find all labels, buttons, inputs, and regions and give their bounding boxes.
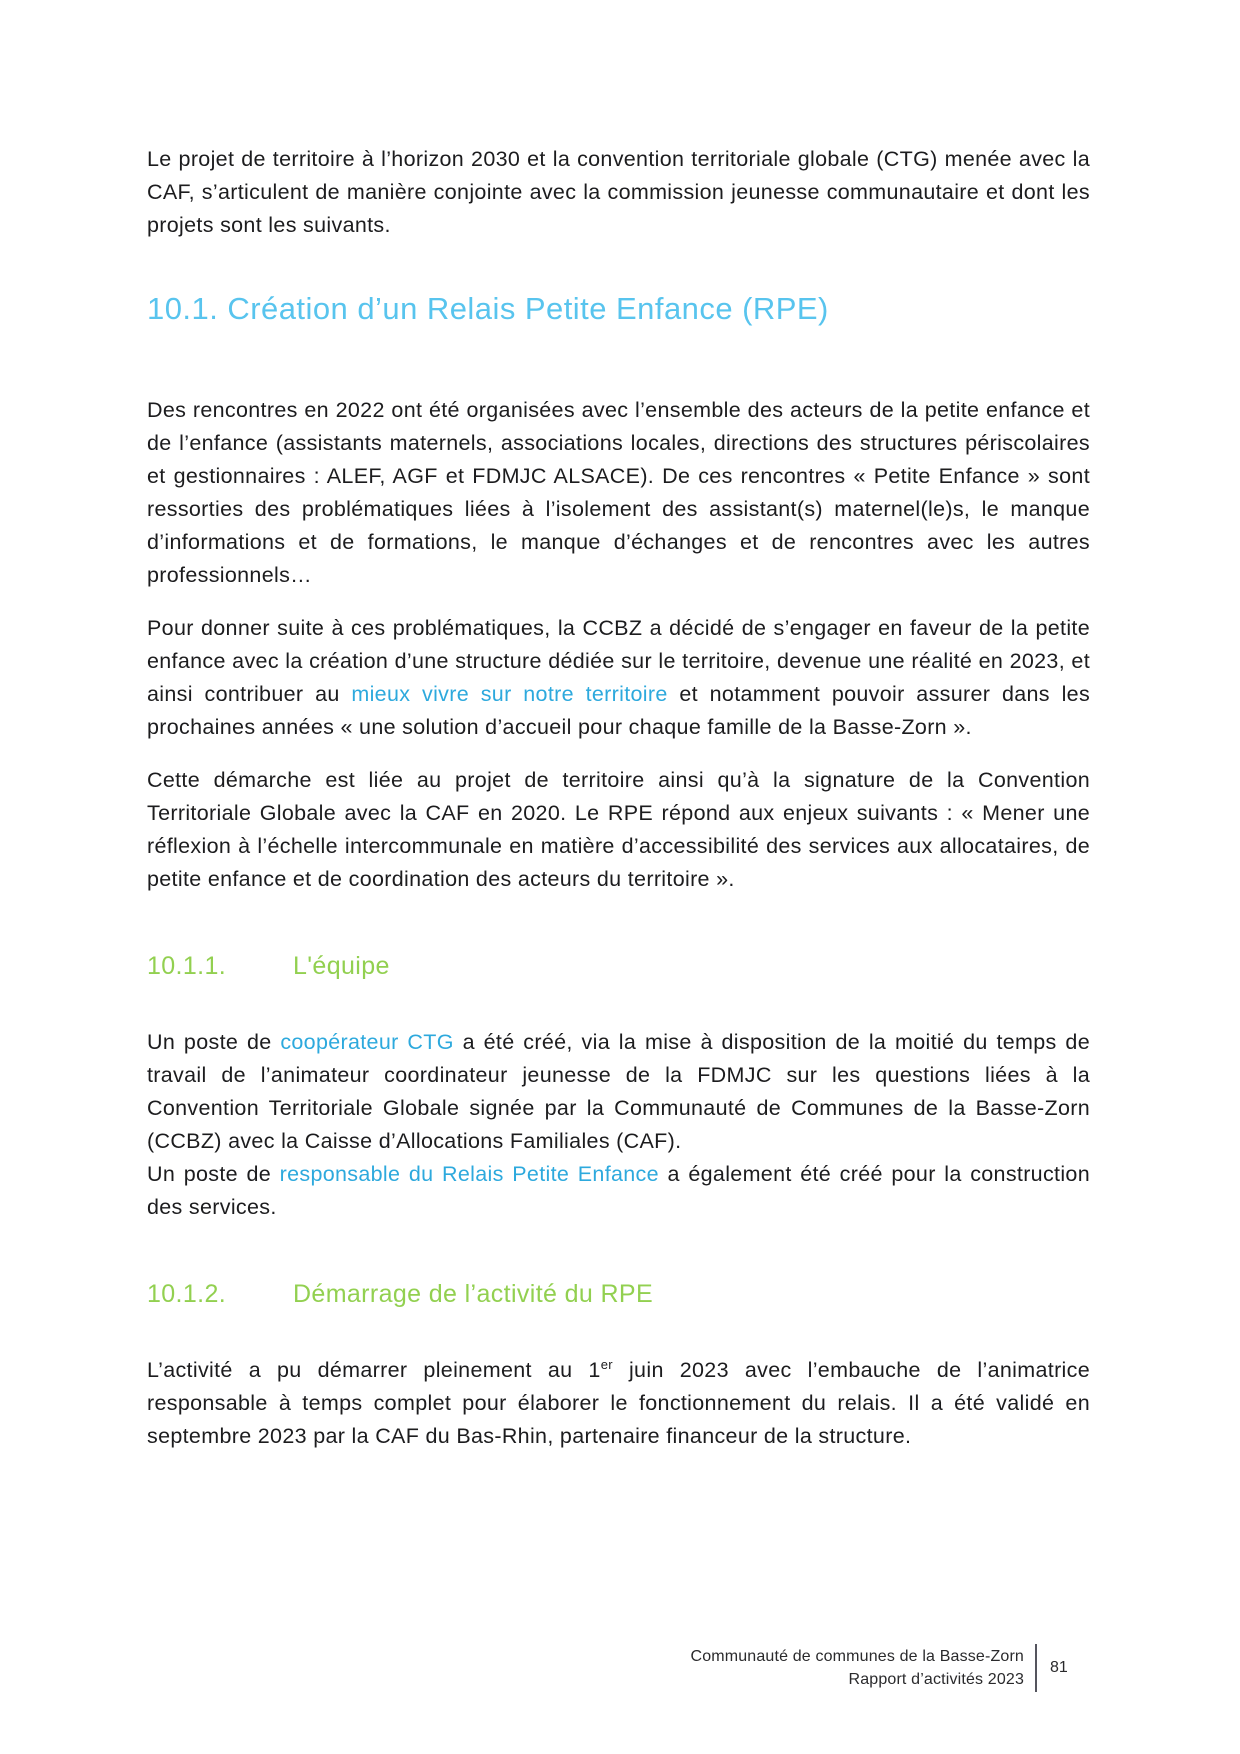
paragraph-ccbz-segment-1: Pour donner suite à ces problématiques, la CCBZ a décidé de s’engager en faveur de la petite enfance avec la création d’une structure dédiée sur le territoire, devenue une réalité en 2023, et ainsi contribuer au bbox=[147, 616, 1090, 706]
link-responsable-relais-petite-enfance[interactable]: responsable du Relais Petite Enfance bbox=[279, 1162, 659, 1186]
paragraph-demarrage-segment-1: L’activité a pu démarrer pleinement au 1 bbox=[147, 1358, 601, 1382]
superscript-er: er bbox=[600, 1356, 613, 1372]
subsection-title: Démarrage de l’activité du RPE bbox=[293, 1280, 654, 1308]
footer-organisation: Communauté de communes de la Basse-Zorn bbox=[690, 1648, 1024, 1665]
paragraph-demarche: Cette démarche est liée au projet de territoire ainsi qu’à la signature de la Convention Territoriale Globale avec la CAF en 2020. Le RPE répond aux enjeux suivants : « Mener une réflexion à l’échelle intercommunale en matière d’accessibilité des services aux allocataires, de petite enfance et de coordination des acteurs du territoire ». bbox=[147, 768, 1090, 891]
paragraph-demarrage-segment-2: juin 2023 avec l’embauche de l’animatrice responsable à temps complet pour élaborer le fonctionnement du relais. Il a été validé en septembre 2023 par la CAF du Bas-Rhin, partenaire financeur de la structure. bbox=[147, 1358, 1091, 1448]
paragraph-equipe-1 bbox=[147, 1026, 1090, 1158]
paragraph-equipe-2-segment-1: Un poste de bbox=[147, 1162, 280, 1186]
paragraph-equipe-2-segment-2: a également été créé pour la construction des services. bbox=[147, 1162, 1090, 1219]
link-cooperateur-ctg[interactable]: coopérateur CTG bbox=[280, 1030, 454, 1054]
paragraph-intro: Le projet de territoire à l’horizon 2030 et la convention territoriale globale (CTG) menée avec la CAF, s’articulent de manière conjointe avec la commission jeunesse communautaire et dont les projets sont les suivants. bbox=[147, 147, 1090, 237]
page-number: 81 bbox=[1050, 1659, 1068, 1676]
paragraph-ccbz-engagement bbox=[147, 612, 1090, 744]
subsection-title: L'équipe bbox=[293, 952, 390, 980]
paragraph-rencontres: Des rencontres en 2022 ont été organisées avec l’ensemble des acteurs de la petite enfance et de l’enfance (assistants maternels, associations locales, directions des structures périscolaires et gestionnaires : ALEF, AGF et FDMJC ALSACE). De ces rencontres « Petite Enfance » sont ressorties des problématiques liées à l’isolement des assistant(s) maternel(le)s, le manque d’informations et de formations, le manque d’échanges et de rencontres avec les autres professionnels… bbox=[147, 398, 1090, 587]
subsection-heading-10-1-1 bbox=[147, 948, 1090, 984]
link-mieux-vivre-sur-notre-territoire[interactable]: mieux vivre sur notre territoire bbox=[351, 682, 668, 706]
paragraph-demarrage-activite bbox=[147, 1354, 1090, 1453]
paragraph-equipe-1-segment-2: a été créé, via la mise à disposition de la moitié du temps de travail de l’animateur coordinateur jeunesse de la FDMJC sur les questions liées à la Convention Territoriale Globale signée par la Communauté de Communes de la Basse-Zorn (CCBZ) avec la Caisse d’Allocations Familiales (CAF). bbox=[147, 1030, 1090, 1153]
section-heading-10-1: 10.1. Création d’un Relais Petite Enfance (RPE) bbox=[147, 291, 829, 326]
footer-report-title: Rapport d’activités 2023 bbox=[848, 1671, 1024, 1688]
subsection-heading-10-1-2 bbox=[147, 1276, 1090, 1312]
subsection-number: 10.1.2. bbox=[147, 1280, 227, 1308]
footer-text-block bbox=[690, 1645, 1024, 1691]
subsection-number: 10.1.1. bbox=[147, 952, 227, 980]
paragraph-equipe-1-segment-1: Un poste de bbox=[147, 1030, 281, 1054]
paragraph-ccbz-segment-2: et notamment pouvoir assurer dans les prochaines années « une solution d’accueil pour chaque famille de la Basse-Zorn ». bbox=[147, 682, 1091, 739]
page-footer bbox=[690, 1644, 1074, 1692]
paragraph-equipe-2 bbox=[147, 1158, 1090, 1224]
footer-divider bbox=[1035, 1644, 1037, 1692]
